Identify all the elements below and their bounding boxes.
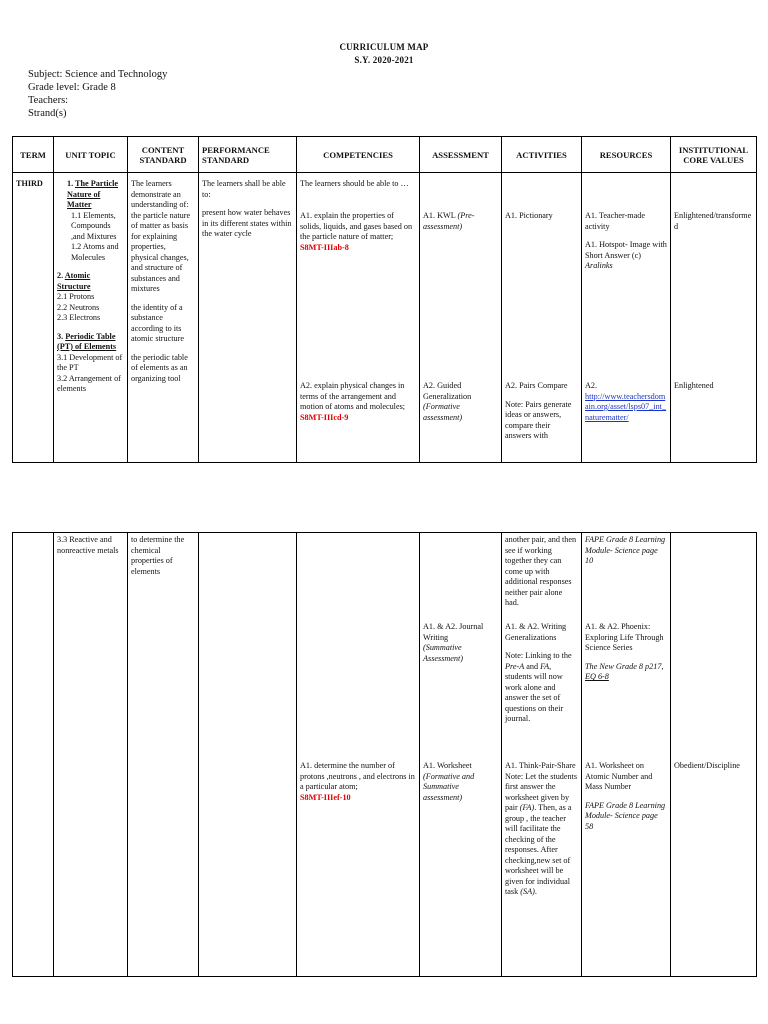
- content-p2: the particle nature of matter as basis for explaining properties, physical changes, and structure of substances and mixtures: [131, 210, 191, 293]
- topic-1-2: 1.2 Atoms and Molecules: [71, 242, 119, 262]
- activity-wg-note: [505, 651, 578, 725]
- col-unit-topic: UNIT TOPIC: [54, 137, 128, 173]
- competency-b1-code: S8MT-IIIef-10: [300, 792, 351, 802]
- resource-new-grade: [585, 662, 667, 683]
- competencies-cell: [297, 173, 420, 463]
- competencies-intro: The learners should be able to …: [300, 179, 409, 188]
- content-standard-cell: [128, 173, 199, 463]
- assessment-a2-type: (Formative assessment): [423, 402, 463, 422]
- topic-1-title: The Particle Nature of Matter: [67, 179, 119, 209]
- content-standard-cell: [128, 533, 199, 977]
- assessment-cell: [420, 173, 502, 463]
- resource-phoenix-text: A1. & A2. Phoenix: Exploring Life Through Science Series: [585, 622, 664, 652]
- topic-3-num: 3.: [57, 331, 64, 341]
- performance-p1: The learners shall be able to:: [202, 179, 286, 199]
- col-assessment: ASSESSMENT: [420, 137, 502, 173]
- tps-note-part1: Note: Let the students first answer the worksheet given by pair: [505, 771, 578, 812]
- activities-cell: [502, 533, 582, 977]
- term-cell-empty: [13, 533, 54, 977]
- activity-writing-generalizations: [502, 622, 581, 725]
- topic-3-title: Periodic Table (PT) of Elements: [57, 331, 117, 351]
- resource-new-grade-eq: EQ 6-8: [585, 672, 609, 681]
- term-cell: [13, 173, 54, 463]
- activity-a2: [502, 381, 581, 442]
- col-performance-standard: PERFORMANCE STANDARD: [199, 137, 297, 173]
- resources-cell: [582, 533, 671, 977]
- tps-note-sa: (SA): [520, 887, 535, 896]
- content-p4: the periodic table of elements as an organizing tool: [131, 352, 188, 383]
- resource-a2: [582, 381, 670, 423]
- assessment-journal-text: A1. & A2. Journal Writing: [423, 622, 484, 642]
- topic-3-3: 3.3 Reactive and nonreactive metals: [57, 535, 119, 555]
- assessment-worksheet-text: A1. Worksheet: [423, 761, 472, 770]
- assessment-journal: [420, 622, 501, 664]
- competencies-cell: [297, 533, 420, 977]
- col-content-standard: CONTENT STANDARD: [128, 137, 199, 173]
- table-row: [13, 173, 757, 463]
- resource-worksheet: [582, 761, 670, 832]
- topic-2-2: 2.2 Neutrons: [57, 302, 100, 312]
- topic-1: [54, 179, 127, 395]
- strands-line: Strand(s): [28, 108, 67, 119]
- curriculum-table-page2: [12, 532, 757, 977]
- value-b1: Obedient/Discipline: [674, 761, 740, 770]
- activity-tps-text: A1. Think-Pair-Share: [505, 761, 576, 770]
- table-row: [13, 533, 757, 977]
- curriculum-table-page1: [12, 136, 757, 463]
- assessment-a1: [420, 211, 501, 232]
- activity-a2-continued: another pair, and then see if working together they can come up with additional responses neither pair alone had.: [505, 535, 577, 607]
- activity-a1: A1. Pictionary: [505, 211, 553, 220]
- competency-a1: [297, 211, 419, 253]
- activities-cell: [502, 173, 582, 463]
- resource-a2-text: A2.: [585, 381, 598, 390]
- assessment-journal-type: (Summative Assessment): [423, 643, 464, 663]
- assessment-a1-type: (Pre-assessment): [423, 211, 475, 231]
- competency-a2-text: A2. explain physical changes in terms of the arrangement and motion of atoms and molecules;: [300, 381, 406, 411]
- performance-block: [199, 179, 296, 240]
- document-title: CURRICULUM MAP: [339, 42, 429, 52]
- resources-cell: [582, 173, 671, 463]
- activity-wg-text: A1. & A2. Writing Generalizations: [505, 622, 567, 642]
- topic-2-3: 2.3 Electrons: [57, 313, 101, 322]
- resource-a1b-source: Aralinks: [585, 261, 613, 270]
- term-value: THIRD: [16, 179, 43, 188]
- col-activities: ACTIVITIES: [502, 137, 582, 173]
- wg-note-prea: Pre-A: [505, 661, 525, 671]
- col-competencies: COMPETENCIES: [297, 137, 420, 173]
- school-year: S.Y. 2020-2021: [354, 55, 414, 65]
- resource-new-grade-text: The New Grade 8 p217,: [585, 661, 664, 671]
- content-p3: the identity of a substance according to its atomic structure: [131, 302, 184, 343]
- header-row: [13, 137, 757, 173]
- topic-2-title: Atomic Structure: [57, 271, 91, 291]
- assessment-a1-text: A1. KWL: [423, 211, 456, 220]
- performance-standard-cell: [199, 173, 297, 463]
- resource-a1-text: A1. Teacher-made activity: [585, 211, 646, 231]
- activity-a2-note: Note: Pairs generate ideas or answers, compare their answers with: [505, 399, 572, 440]
- grade-line: Grade level: Grade 8: [28, 82, 116, 93]
- assessment-a2: [420, 381, 501, 423]
- wg-note-part2: , students will now work alone and answer the set of questions on their journal.: [505, 661, 564, 723]
- col-term: TERM: [13, 137, 54, 173]
- resource-a2-link[interactable]: http://www.teachersdomain.org/asset/lsps07_int_naturematter/: [585, 391, 667, 422]
- resource-phoenix: [582, 622, 670, 683]
- activity-think-pair-share: [502, 761, 581, 898]
- wg-note-and: and: [526, 661, 539, 671]
- teachers-line: Teachers:: [28, 95, 69, 106]
- subject-line: Subject: Science and Technology: [28, 69, 168, 80]
- resource-fape-2: FAPE Grade 8 Learning Module- Science page 58: [585, 800, 666, 831]
- tps-note-part2: . Then, as a group , the teacher will facilitate the checking of the responses. After checking,new set of worksheet will be given for individual task: [505, 803, 572, 896]
- resource-fape-1: FAPE Grade 8 Learning Module- Science page 10: [585, 535, 666, 565]
- content-block: [128, 179, 198, 384]
- competency-b1-text: A1. determine the number of protons ,neutrons , and electrons in a particular atom;: [300, 761, 415, 791]
- wg-note-part1: Note: Linking to the: [505, 651, 572, 660]
- assessment-a2-text: A2. Guided Generalization: [423, 381, 472, 401]
- topic-1-num: 1.: [67, 179, 74, 188]
- competency-b1: [297, 761, 419, 803]
- topic-1-1: 1.1 Elements, Compounds ,and Mixtures: [71, 210, 117, 241]
- assessment-worksheet-type: (Formative and Summative assessment): [423, 771, 475, 802]
- competency-a1-text: A1. explain the properties of solids, liquids, and gases based on the particle nature of matter;: [300, 211, 413, 241]
- performance-standard-cell-empty: [199, 533, 297, 977]
- col-core-values: INSTITUTIONAL CORE VALUES: [671, 137, 757, 173]
- topic-3-1: 3.1 Development of the PT: [57, 352, 123, 372]
- value-a1: Enlightened/transformed: [674, 211, 752, 231]
- unit-topic-cell: [54, 533, 128, 977]
- unit-topic-cell: [54, 173, 128, 463]
- activity-tps-note: [505, 772, 578, 898]
- topic-2-1: 2.1 Protons: [57, 292, 95, 301]
- resource-a1b-text: A1. Hotspot- Image with Short Answer (c): [585, 240, 667, 260]
- topic-3-2: 3.2 Arrangement of elements: [57, 373, 121, 393]
- tps-note-fa: (FA): [519, 803, 535, 812]
- core-values-cell: [671, 533, 757, 977]
- content-p1: The learners demonstrate an understanding of:: [131, 179, 189, 209]
- activity-a2-text: A2. Pairs Compare: [505, 381, 568, 390]
- resource-worksheet-text: A1. Worksheet on Atomic Number and Mass Number: [585, 761, 653, 791]
- tps-note-part3: .: [534, 887, 537, 896]
- content-p5: to determine the chemical properties of elements: [131, 535, 185, 576]
- assessment-cell: [420, 533, 502, 977]
- competency-a1-code: S8MT-IIIab-8: [300, 242, 349, 252]
- value-a2: Enlightened: [674, 381, 714, 390]
- competency-a2-code: S8MT-IIIcd-9: [300, 412, 349, 422]
- assessment-worksheet: [420, 761, 501, 803]
- resource-a1: [582, 211, 670, 272]
- col-resources: RESOURCES: [582, 137, 671, 173]
- performance-p2: present how water behaves in its different states within the water cycle: [202, 208, 292, 238]
- competency-a2: [297, 381, 419, 423]
- topic-2-num: 2.: [57, 271, 64, 280]
- wg-note-fa: FA: [540, 661, 550, 671]
- core-values-cell: [671, 173, 757, 463]
